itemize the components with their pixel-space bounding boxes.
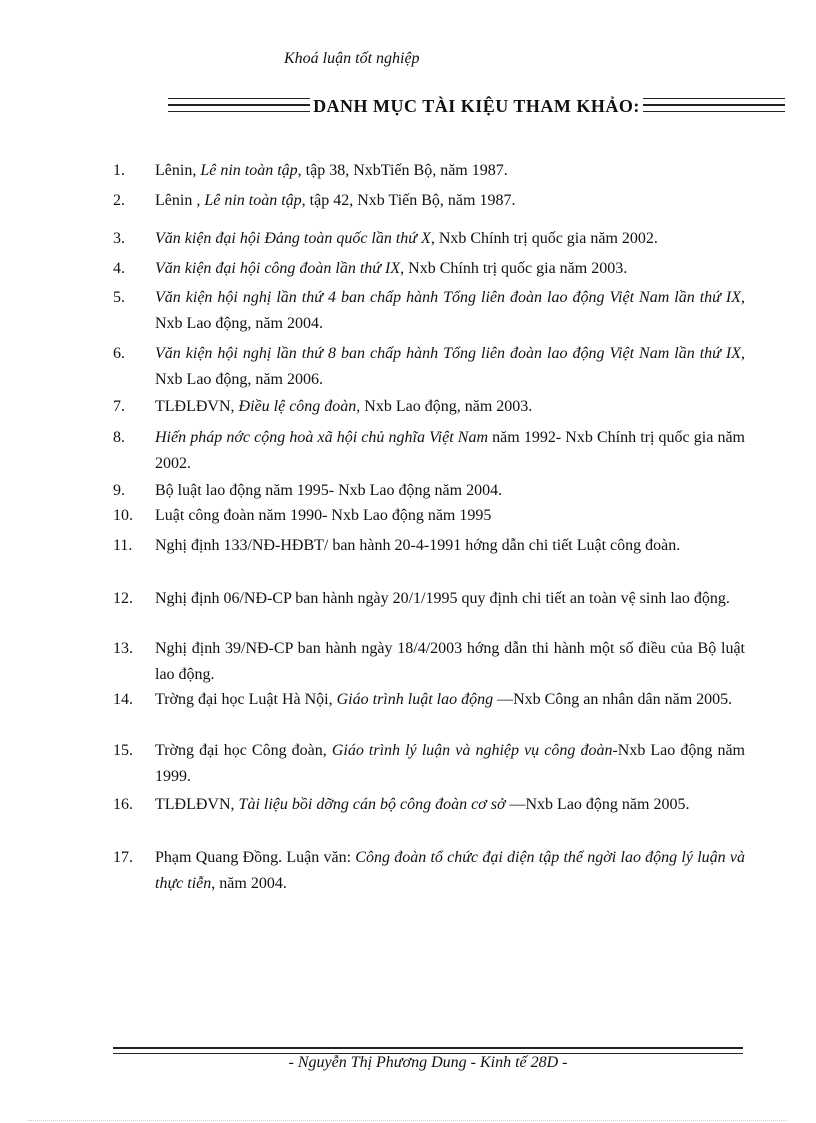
page-title bbox=[168, 96, 785, 117]
reference-number: 12. bbox=[113, 590, 133, 607]
reference-item bbox=[113, 285, 745, 337]
reference-text: Lênin , Lê nin toàn tập, tập 42, Nxb Tiến Bộ, năm 1987. bbox=[155, 192, 516, 209]
reference-number: 14. bbox=[113, 691, 133, 708]
reference-text: Nghị định 06/NĐ-CP ban hành ngày 20/1/1995 quy định chi tiết an toàn vệ sinh lao động. bbox=[155, 590, 730, 607]
reference-text: Hiến pháp nớc cộng hoà xã hội chủ nghĩa Việt Nam năm 1992- Nxb Chính trị quốc gia năm 2002. bbox=[155, 429, 745, 472]
reference-item bbox=[113, 425, 745, 477]
reference-text: TLĐLĐVN, Tài liệu bồi dỡng cán bộ công đoàn cơ sở —Nxb Lao động năm 2005. bbox=[155, 796, 690, 813]
reference-text: Trờng đại học Công đoàn, Giáo trình lý luận và nghiệp vụ công đoàn-Nxb Lao động năm 1999. bbox=[155, 742, 745, 785]
reference-number: 5. bbox=[113, 289, 125, 306]
reference-item bbox=[113, 226, 745, 252]
reference-text: Văn kiện hội nghị lần thứ 8 ban chấp hành Tổng liên đoàn lao động Việt Nam lần thứ IX, Nxb Lao động, năm 2006. bbox=[155, 345, 745, 388]
reference-item bbox=[113, 533, 745, 559]
reference-item bbox=[113, 738, 745, 790]
reference-number: 16. bbox=[113, 796, 133, 813]
reference-item bbox=[113, 394, 745, 420]
reference-item bbox=[113, 341, 745, 393]
reference-text: Nghị định 133/NĐ-HĐBT/ ban hành 20-4-1991 hớng dẫn chi tiết Luật công đoàn. bbox=[155, 537, 681, 554]
reference-text: TLĐLĐVN, Điều lệ công đoàn, Nxb Lao động, năm 2003. bbox=[155, 398, 533, 415]
reference-item bbox=[113, 845, 745, 897]
page-title-text: DANH MỤC TÀI KIỆU THAM KHẢO: bbox=[310, 96, 643, 116]
reference-number: 1. bbox=[113, 162, 125, 179]
reference-number: 4. bbox=[113, 260, 125, 277]
reference-text: Lênin, Lê nin toàn tập, tập 38, NxbTiến Bộ, năm 1987. bbox=[155, 162, 508, 179]
reference-number: 9. bbox=[113, 482, 125, 499]
reference-text: Nghị định 39/NĐ-CP ban hành ngày 18/4/2003 hớng dẫn thi hành một số điều của Bộ luật lao động. bbox=[155, 640, 745, 683]
reference-item bbox=[113, 792, 745, 818]
reference-text: Phạm Quang Đồng. Luận văn: Công đoàn tổ chức đại diện tập thể ngời lao động lý luận và thực tiễn, năm 2004. bbox=[155, 849, 745, 892]
footer-rule bbox=[113, 1047, 743, 1054]
reference-text: Bộ luật lao động năm 1995- Nxb Lao động năm 2004. bbox=[155, 482, 503, 499]
reference-number: 6. bbox=[113, 345, 125, 362]
reference-item bbox=[113, 687, 745, 713]
reference-number: 17. bbox=[113, 849, 133, 866]
reference-number: 13. bbox=[113, 640, 133, 657]
reference-item bbox=[113, 188, 745, 214]
reference-text: Văn kiện đại hội công đoàn lần thứ IX, Nxb Chính trị quốc gia năm 2003. bbox=[155, 260, 628, 277]
reference-number: 2. bbox=[113, 192, 125, 209]
reference-number: 8. bbox=[113, 429, 125, 446]
reference-number: 15. bbox=[113, 742, 133, 759]
reference-number: 3. bbox=[113, 230, 125, 247]
reference-item bbox=[113, 256, 745, 282]
reference-number: 11. bbox=[113, 537, 133, 554]
running-header: Khoá luận tốt nghiệp bbox=[284, 50, 420, 67]
reference-item bbox=[113, 636, 745, 688]
reference-item bbox=[113, 586, 745, 612]
reference-text: Văn kiện đại hội Đảng toàn quốc lần thứ X, Nxb Chính trị quốc gia năm 2002. bbox=[155, 230, 658, 247]
reference-number: 10. bbox=[113, 507, 133, 524]
page-edge bbox=[28, 1120, 788, 1121]
reference-text: Văn kiện hội nghị lần thứ 4 ban chấp hành Tổng liên đoàn lao động Việt Nam lần thứ IX, Nxb Lao động, năm 2004. bbox=[155, 289, 745, 332]
reference-number: 7. bbox=[113, 398, 125, 415]
page-footer: - Nguyễn Thị Phương Dung - Kinh tế 28D - bbox=[288, 1054, 568, 1071]
reference-text: Luật công đoàn năm 1990- Nxb Lao động năm 1995 bbox=[155, 507, 492, 524]
reference-item bbox=[113, 478, 745, 504]
reference-item bbox=[113, 158, 745, 184]
reference-item bbox=[113, 503, 745, 529]
reference-text: Trờng đại học Luật Hà Nội, Giáo trình luật lao động —Nxb Công an nhân dân năm 2005. bbox=[155, 691, 733, 708]
